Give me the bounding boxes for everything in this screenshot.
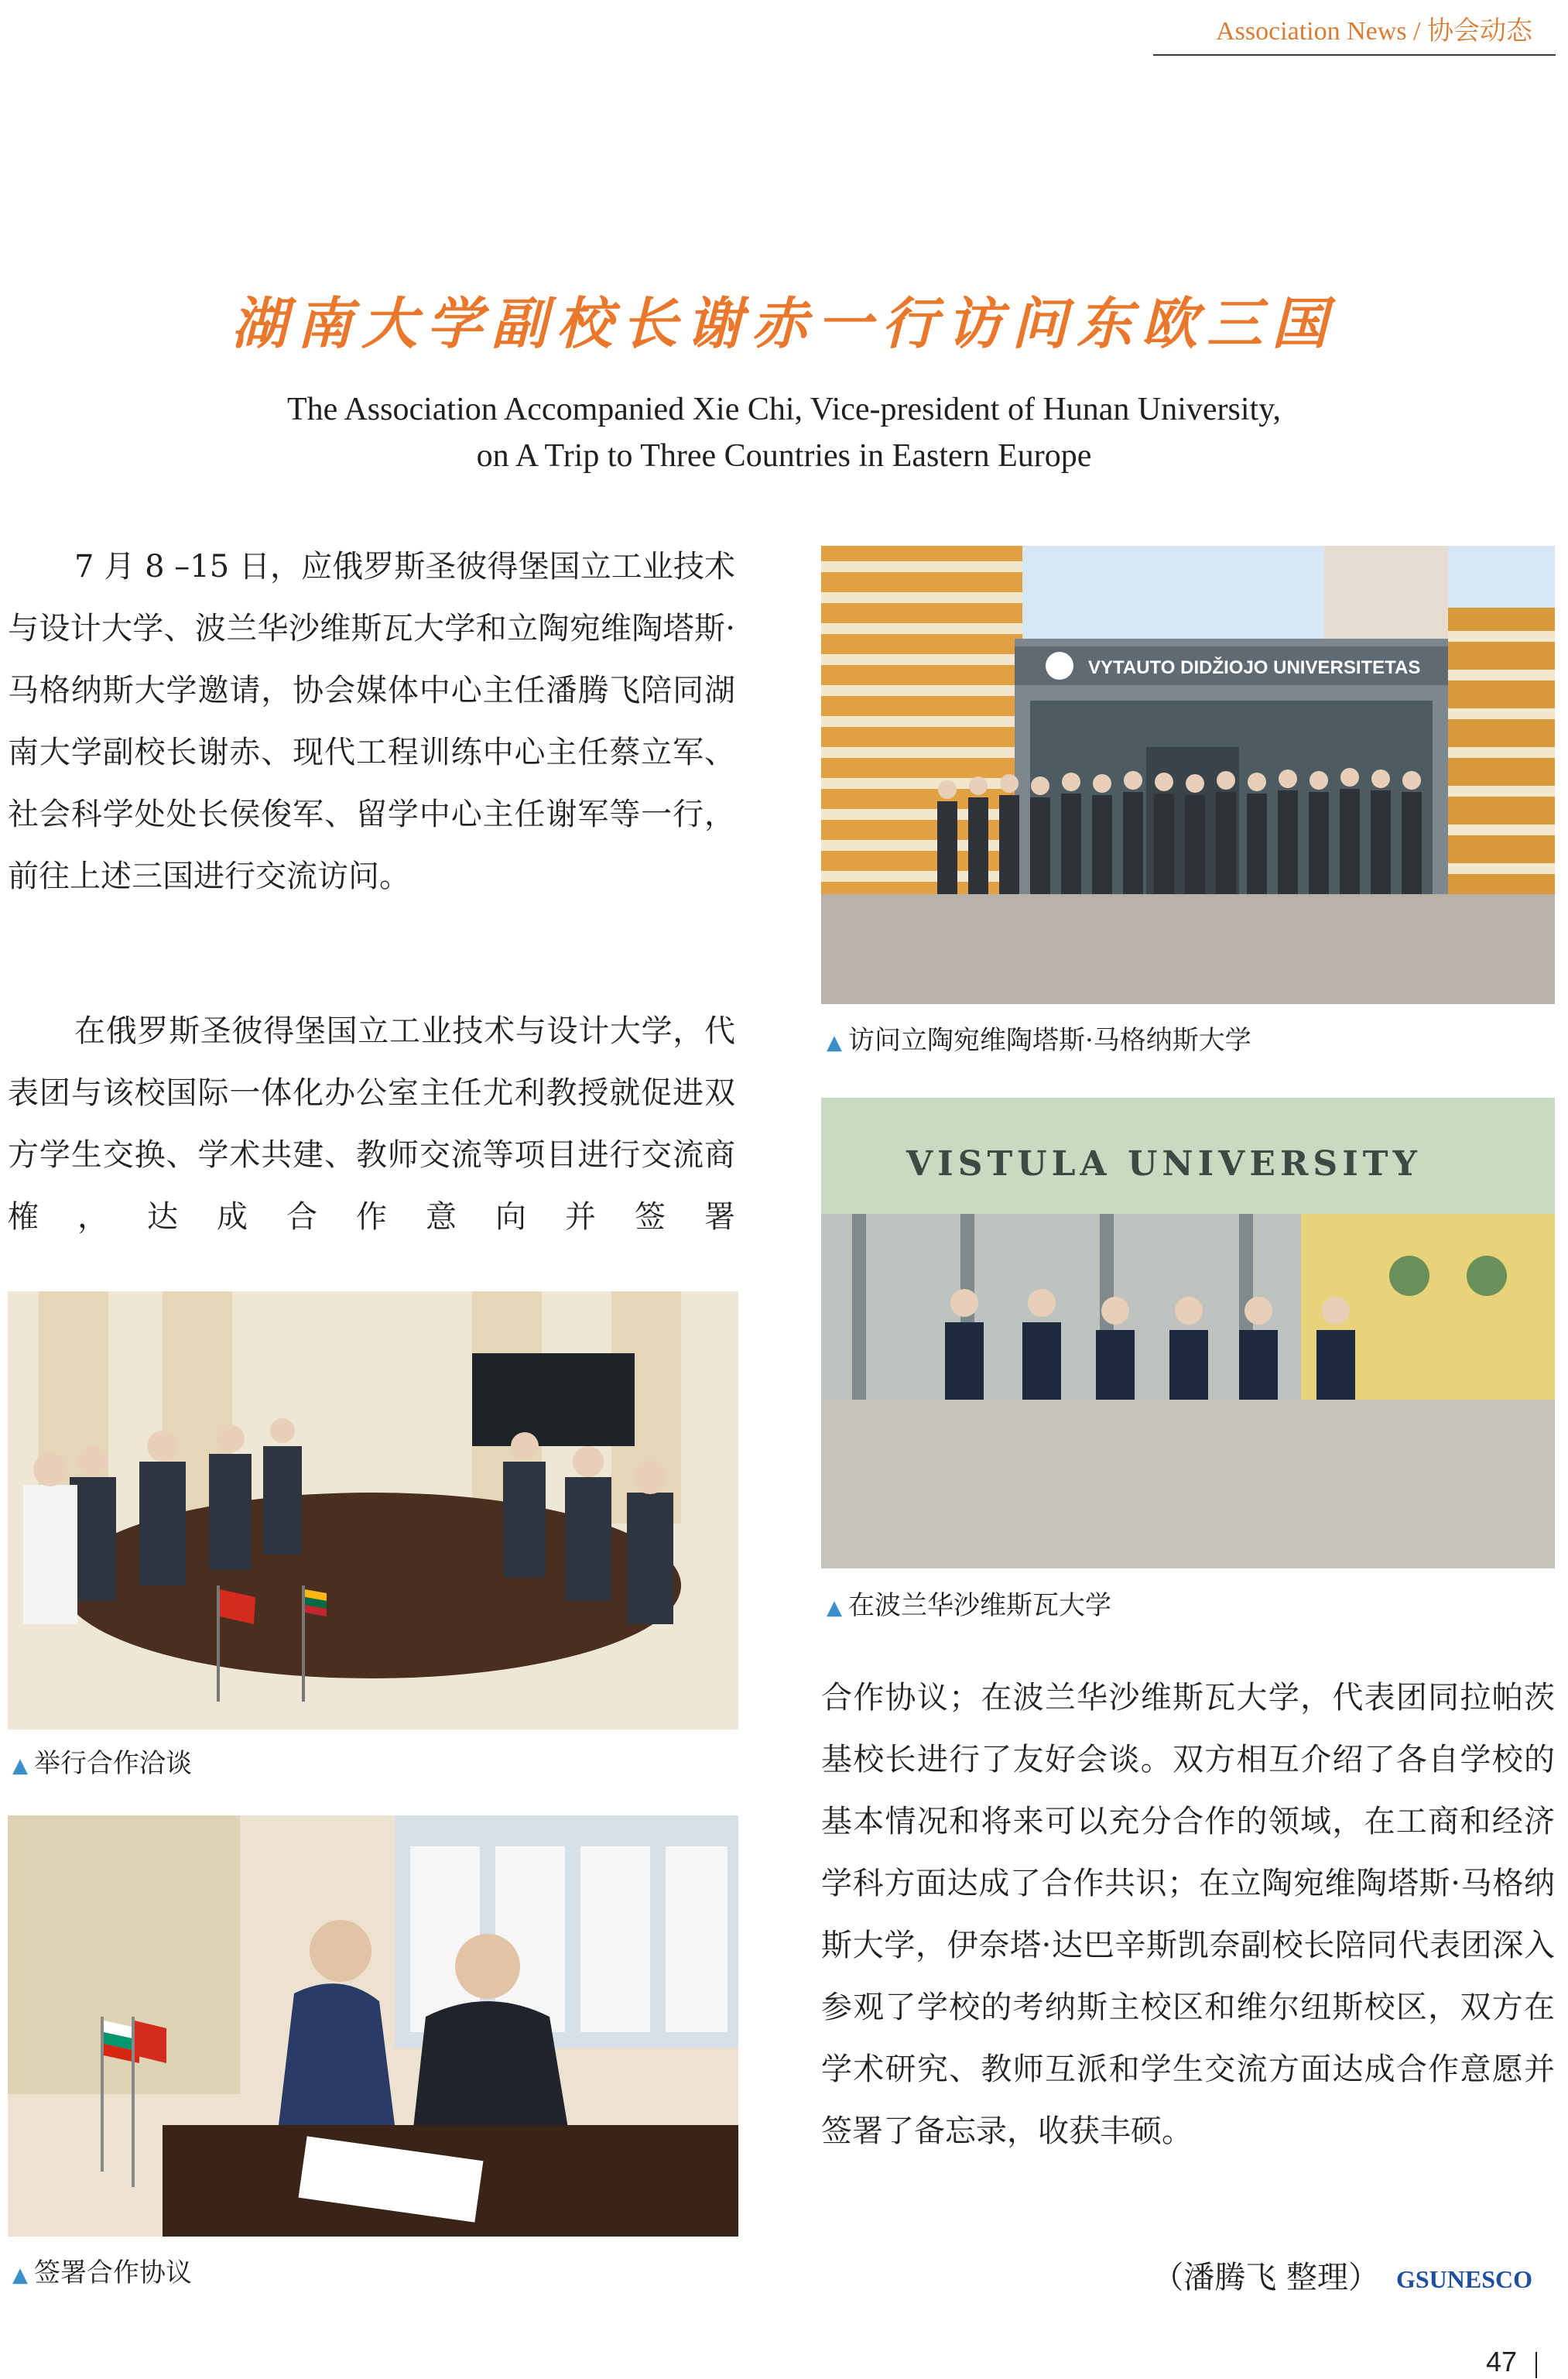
caption-marker-icon: ▲ bbox=[827, 1031, 842, 1054]
signature-author: （潘腾飞 整理） bbox=[1152, 2260, 1379, 2295]
caption-text: 举行合作洽谈 bbox=[34, 1748, 192, 1779]
body-paragraph-1: 7 月 8 –15 日，应俄罗斯圣彼得堡国立工业技术与设计大学、波兰华沙维斯瓦大学和立陶宛维陶塔斯·马格纳斯大学邀请，协会媒体中心主任潘腾飞陪同湖南大学副校长谢赤、现代工程训练中心主任蔡立军、社会科学处处长侯俊军、留学中心主任谢军等一行，前往上述三国进行交流访问。 bbox=[8, 549, 735, 894]
photo-caption-vmu bbox=[827, 1023, 1251, 1060]
caption-marker-icon: ▲ bbox=[12, 2264, 28, 2287]
body-paragraph-2b: 合作协议；在波兰华沙维斯瓦大学，代表团同拉帕茨基校长进行了友好会谈。双方相互介绍了各自学校的基本情况和将来可以充分合作的领域，在工商和经济学科方面达成了合作共识；在立陶宛维陶塔斯·马格纳斯大学，伊奈塔·达巴辛斯凯奈副校长陪同代表团深入参观了学校的考纳斯主校区和维尔纽斯校区，双方在学术研究、教师互派和学生交流方面达成合作意愿并签署了备忘录，收获丰硕。 bbox=[821, 1680, 1555, 2149]
header-rule bbox=[1153, 54, 1556, 56]
photo-cooperation-talks bbox=[8, 1291, 738, 1729]
photo-signing-agreement bbox=[8, 1815, 738, 2237]
caption-text: 访问立陶宛维陶塔斯·马格纳斯大学 bbox=[848, 1025, 1251, 1056]
photo-vistula-university bbox=[821, 1098, 1555, 1568]
page-number-divider bbox=[1535, 2352, 1537, 2378]
caption-text: 签署合作协议 bbox=[34, 2257, 192, 2288]
body-paragraph-2a: 在俄罗斯圣彼得堡国立工业技术与设计大学，代表团与该校国际一体化办公室主任尤利教授就促进双方学生交换、学术共建、教师交流等项目进行交流商榷，达成合作意向并签署 bbox=[8, 1013, 735, 1235]
photo-caption-vistula bbox=[827, 1589, 1111, 1625]
article-title-en-line2: on A Trip to Three Countries in Eastern Europe bbox=[476, 438, 1092, 474]
photo-caption-signing bbox=[12, 2256, 192, 2292]
page-number: 47 bbox=[1485, 2346, 1517, 2377]
running-header: Association News / 协会动态 bbox=[1216, 17, 1532, 46]
signature-brand: GSUNESCO bbox=[1395, 2265, 1532, 2293]
photo-vytautas-magnus-university bbox=[821, 546, 1555, 1004]
article-signature bbox=[1152, 2253, 1532, 2297]
university-sign-vistula: VISTULA UNIVERSITY bbox=[906, 1144, 1422, 1184]
caption-marker-icon: ▲ bbox=[12, 1754, 28, 1777]
photo-caption-talks bbox=[12, 1747, 192, 1783]
caption-text: 在波兰华沙维斯瓦大学 bbox=[848, 1590, 1111, 1621]
caption-marker-icon: ▲ bbox=[827, 1596, 842, 1620]
article-title-cn: 湖南大学副校长谢赤一行访问东欧三国 bbox=[231, 290, 1337, 356]
university-sign-vmu: VYTAUTO DIDŽIOJO UNIVERSITETAS bbox=[1088, 657, 1421, 678]
article-title-en-line1: The Association Accompanied Xie Chi, Vice-president of Hunan University, bbox=[286, 392, 1281, 427]
